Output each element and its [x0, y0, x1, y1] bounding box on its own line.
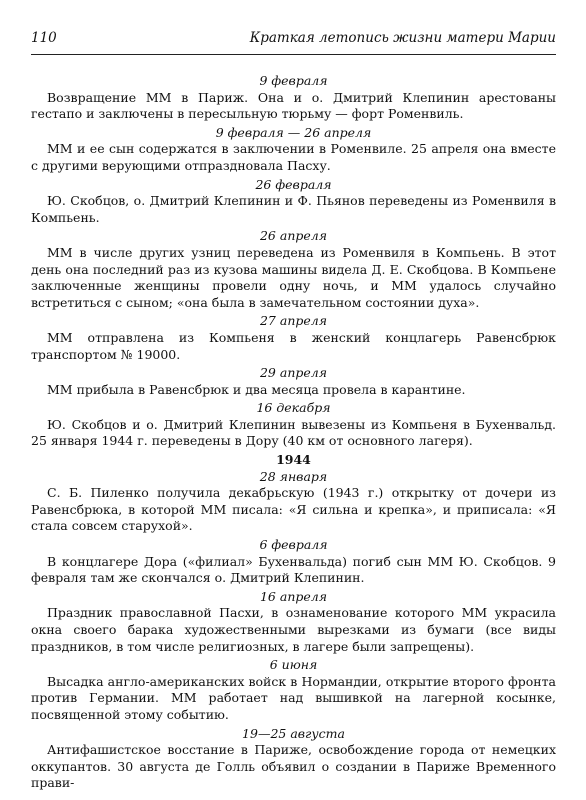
date-heading: 6 июня [269, 657, 318, 673]
entry-paragraph: Антифашистское восстание в Париже, освобождение города от немецких оккупантов. 30 августа де Голль объявил о создании в Париже Временного прави- [31, 742, 556, 791]
date-heading: 29 апреля [259, 365, 328, 381]
entry-paragraph: В концлагере Дора («филиал» Бухенвальда) погиб сын ММ Ю. Скобцов. 9 февраля там же скончался о. Дмитрий Клепинин. [31, 553, 556, 586]
entry-paragraph: Возвращение ММ в Париж. Она и о. Дмитрий Клепинин арестованы гестапо и заключены в пересыльную тюрьму — форт Роменвиль. [31, 89, 556, 122]
year-heading: 1944 [276, 452, 311, 468]
entry-paragraph: ММ в числе других узниц переведена из Роменвиля в Компьень. В этот день она последний раз из кузова машины видела Д. Е. Скобцова. В Компьене заключенные женщины провели одну ночь, и ММ удалось случайно встретиться с сыном; «она была в замечательном состоянии духа». [31, 244, 556, 310]
entry-paragraph: С. Б. Пиленко получила декабрьскую (1943 г.) открытку от дочери из Равенсбрюка, в которой ММ писала: «Я сильна и крепка», и приписала: «Я стала совсем старухой». [31, 485, 556, 534]
date-heading: 6 февраля [259, 537, 328, 553]
page-number: 110 [31, 30, 57, 46]
date-heading: 27 апреля [259, 313, 328, 329]
date-heading: 9 февраля [259, 73, 328, 88]
chronicle-entries [31, 73, 556, 792]
entry-paragraph: Высадка англо-американских войск в Нормандии, открытие второго фронта против Германии. ММ работает над вышивкой на лагерной косынке, посвященной этому событию. [31, 673, 556, 722]
entry-paragraph: Ю. Скобцов и о. Дмитрий Клепинин вывезены из Компьеня в Бухенвальд. 25 января 1944 г. переведены в Дору (40 км от основного лагеря). [31, 416, 556, 449]
date-heading: 9 февраля — 26 апреля [215, 124, 372, 140]
running-header [31, 30, 556, 55]
entry-paragraph: ММ отправлена из Компьеня в женский концлагерь Равенсбрюк транспортом № 19000. [31, 329, 556, 362]
entry-paragraph: ММ и ее сын содержатся в заключении в Роменвиле. 25 апреля она вместе с другими верующими отпраздновала Пасху. [31, 141, 556, 173]
entry-paragraph: Праздник православной Пасхи, в ознаменование которого ММ украсила окна своего барака художественными вырезками из бумаги (все виды праздников, в том числе религиозных, в лагере были запрещены). [31, 605, 556, 654]
date-heading: 26 февраля [255, 176, 332, 192]
date-heading: 19—25 августа [242, 725, 345, 741]
date-heading: 16 апреля [259, 588, 328, 604]
entry-paragraph: ММ прибыла в Равенсбрюк и два месяца провела в карантине. [47, 381, 466, 397]
date-heading: 28 января [259, 468, 328, 484]
date-heading: 16 декабря [256, 400, 331, 416]
entry-paragraph: Ю. Скобцов, о. Дмитрий Клепинин и Ф. Пьянов переведены из Роменвиля в Компьень. [31, 193, 556, 225]
date-heading: 26 апреля [259, 228, 328, 244]
running-title: Краткая летопись жизни матери Марии [249, 30, 556, 46]
